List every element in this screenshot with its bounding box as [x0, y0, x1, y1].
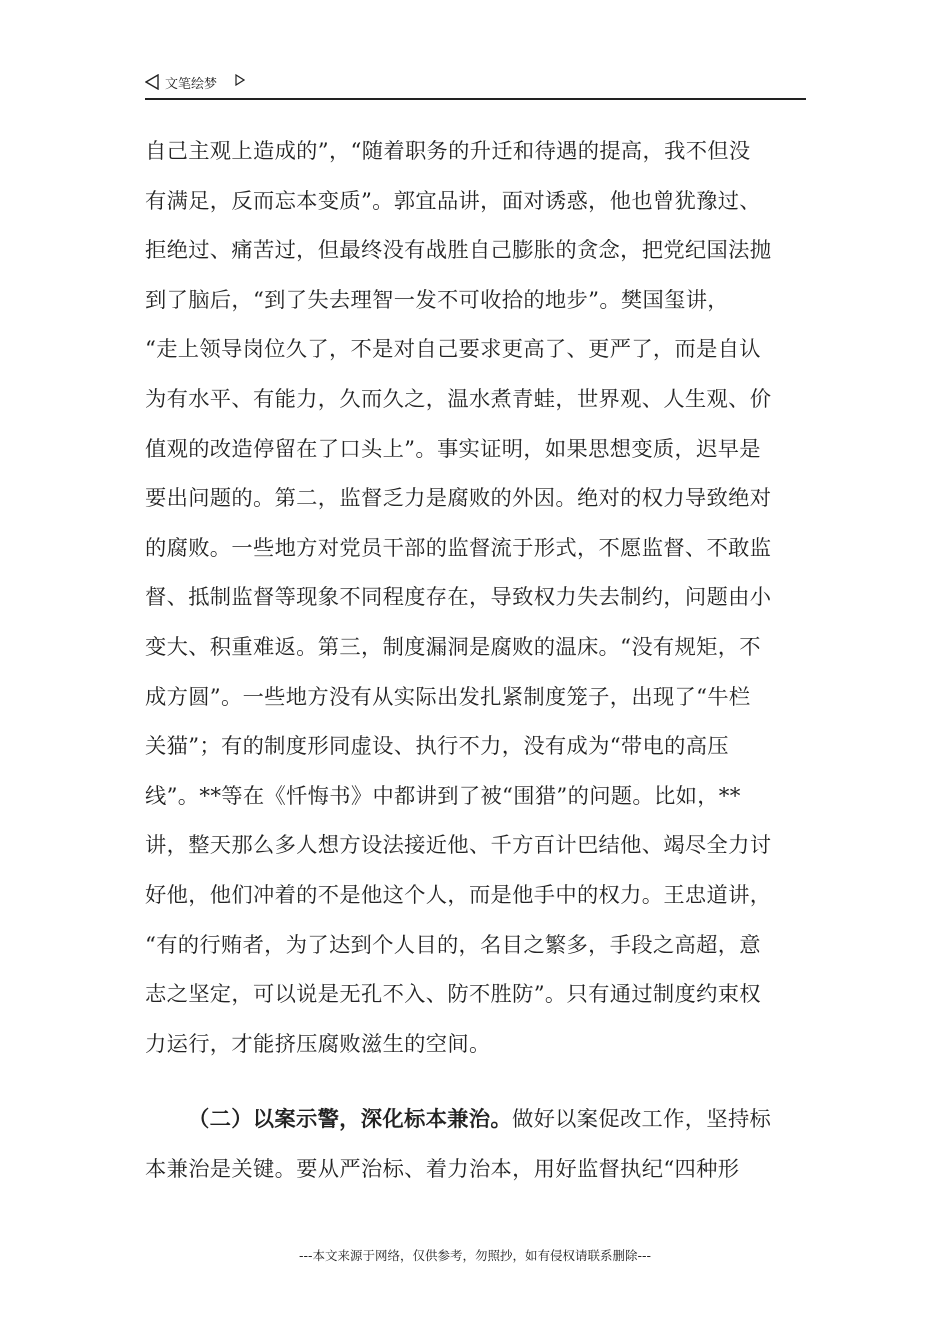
text-line: 力运行，才能挤压腐败滋生的空间。: [145, 1031, 491, 1057]
text-line: 督、抵制监督等现象不同程度存在，导致权力失去制约，问题由小: [145, 585, 772, 611]
text-line: 成方圆”。一些地方没有从实际出发扎紧制度笼子，出现了“牛栏: [145, 684, 751, 710]
text-line: 为有水平、有能力，久而久之，温水煮青蛙，世界观、人生观、价: [145, 386, 772, 412]
section-heading: （二）以案示警，深化标本兼治。: [188, 1107, 512, 1133]
text-line: 本兼治是关键。要从严治标、着力治本，用好监督执纪“四种形: [145, 1156, 740, 1182]
text-line: 变大、积重难返。第三，制度漏洞是腐败的温床。“没有规矩，不: [145, 634, 761, 660]
text-line: 值观的改造停留在了口头上”。事实证明，如果思想变质，迟早是: [145, 436, 761, 462]
text-line: 拒绝过、痛苦过，但最终没有战胜自己膨胀的贪念，把党纪国法抛: [145, 238, 772, 264]
body-text: [145, 127, 809, 1194]
text-line: 到了脑后，“到了失去理智一发不可收拾的地步”。樊国玺讲，: [145, 287, 729, 313]
text-line: 线”。**等在《忏悔书》中都讲到了被“围猎”的问题。比如，**: [145, 783, 741, 809]
text-line: 好他，他们冲着的不是他这个人，而是他手中的权力。王忠道讲，: [145, 882, 772, 908]
text-line: “有的行贿者，为了达到个人目的，名目之繁多，手段之高超，意: [145, 932, 761, 958]
text-line: 关猫”；有的制度形同虚设、执行不力，没有成为“带电的高压: [145, 734, 729, 760]
text-line: 自己主观上造成的”，“随着职务的升迁和待遇的提高，我不但没: [145, 139, 751, 164]
text-line: 的腐败。一些地方对党员干部的监督流于形式，不愿监督、不敢监: [145, 535, 772, 561]
text-line: 要出问题的。第二，监督乏力是腐败的外因。绝对的权力导致绝对: [145, 486, 772, 512]
triangle-right-icon: [235, 74, 245, 86]
section-line: [145, 1095, 809, 1145]
text-line: 讲，整天那么多人想方设法接近他、千方百计巴结他、竭尽全力讨: [145, 833, 772, 859]
text-line: 志之坚定，可以说是无孔不入、防不胜防”。只有通过制度约束权: [145, 982, 761, 1008]
header-title: 文笔绘梦: [165, 77, 218, 92]
text-line: 有满足，反而忘本变质”。郭宜品讲，面对诱惑，他也曾犹豫过、: [145, 188, 761, 214]
triangle-left-icon: [145, 74, 159, 90]
section-text: 做好以案促改工作，坚持标: [511, 1107, 772, 1133]
page-header: [145, 70, 806, 100]
text-line: “走上领导岗位久了，不是对自己要求更高了、更严了，而是自认: [145, 337, 761, 363]
footer-disclaimer: ---本文来源于网络，仅供参考，勿照抄，如有侵权请联系删除---: [298, 1248, 652, 1263]
